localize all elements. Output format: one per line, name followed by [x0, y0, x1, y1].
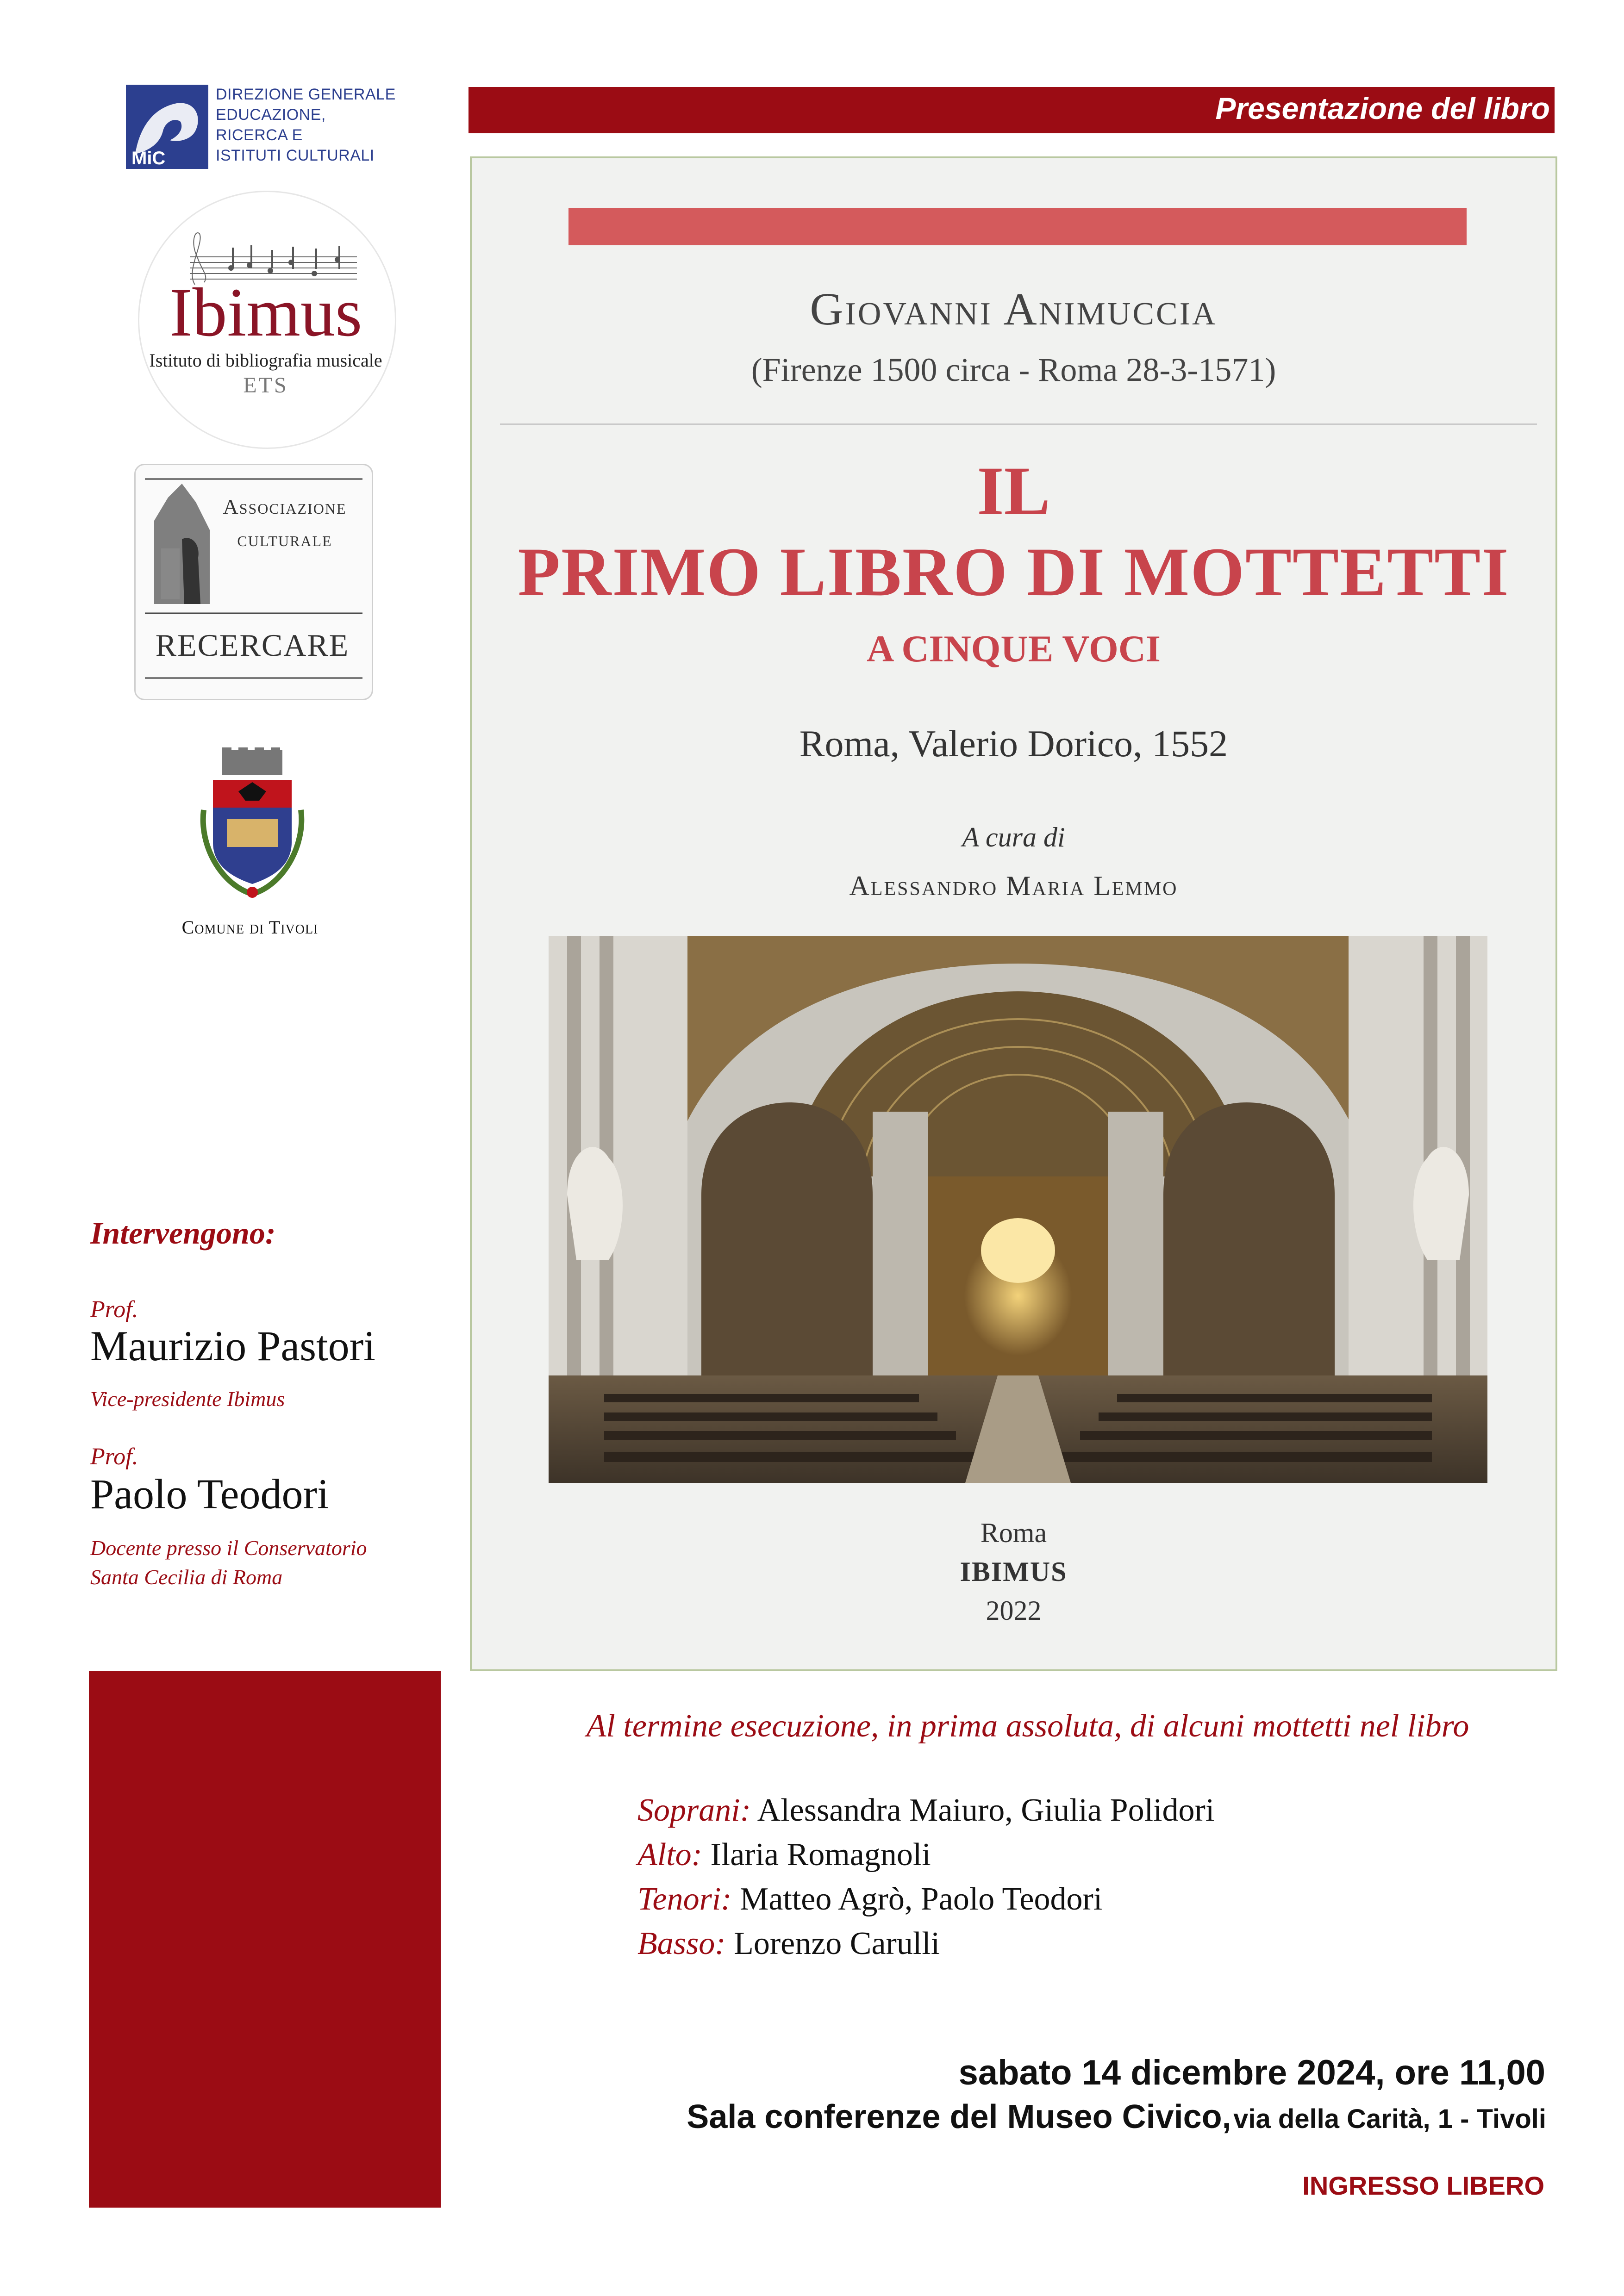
speaker-prefix: Prof.: [90, 1444, 138, 1470]
performer-names: Ilaria Romagnoli: [710, 1837, 931, 1873]
book-title-article: IL: [977, 453, 1050, 529]
speakers-heading: Intervengono:: [90, 1215, 276, 1251]
basilica-interior-image: [549, 936, 1487, 1483]
book-imprint-year: 2022: [986, 1595, 1042, 1626]
book-author-dates: (Firenze 1500 circa - Roma 28-3-1571): [751, 351, 1276, 388]
tivoli-label: Comune di Tivoli: [181, 917, 319, 938]
performer-names: Lorenzo Carulli: [734, 1926, 940, 1961]
book-curated-label: A cura di: [962, 822, 1065, 852]
mic-logo: [126, 85, 208, 169]
admission-note: INGRESSO LIBERO: [1302, 2171, 1544, 2200]
book-imprint-name: IBIMUS: [960, 1556, 1068, 1587]
cover-top-bar: [568, 208, 1467, 245]
ibimus-name: Ibimus: [169, 274, 362, 351]
performer-role: Tenori:: [637, 1881, 732, 1917]
performer-role: Alto:: [637, 1837, 702, 1873]
event-venue: Sala conferenze del Museo Civico,: [687, 2098, 1231, 2135]
book-editor: Alessandro Maria Lemmo: [849, 871, 1178, 901]
book-title: PRIMO LIBRO DI MOTTETTI: [518, 534, 1510, 610]
performer-names: Alessandra Maiuro, Giulia Polidori: [757, 1792, 1215, 1828]
recercare-line1: Associazione: [223, 495, 347, 518]
performance-intro: Al termine esecuzione, in prima assoluta, di alcuni mottetti nel libro: [586, 1708, 1469, 1744]
performer-row: [637, 1792, 1214, 1829]
performer-row: [637, 1836, 931, 1873]
performer-row: [637, 1925, 940, 1962]
mic-text: [216, 84, 410, 166]
speaker-prefix: Prof.: [90, 1296, 138, 1323]
header-title: Presentazione del libro: [1215, 91, 1550, 125]
speaker-role: Santa Cecilia di Roma: [90, 1565, 283, 1589]
speaker-name: Paolo Teodori: [90, 1470, 329, 1518]
performer-row: [637, 1881, 1102, 1918]
mic-text-line: DIREZIONE GENERALE: [216, 86, 396, 103]
recercare-line3: RECERCARE: [155, 628, 350, 663]
book-author: Giovanni Animuccia: [810, 283, 1218, 335]
book-original-publisher: Roma, Valerio Dorico, 1552: [799, 722, 1228, 765]
mic-text-line: EDUCAZIONE,: [216, 106, 326, 124]
recercare-line2: culturale: [237, 527, 332, 551]
event-datetime: sabato 14 dicembre 2024, ore 11,00: [958, 2053, 1545, 2092]
ibimus-subtitle: Istituto di bibliografia musicale: [149, 350, 382, 371]
mic-text-line: RICERCA E: [216, 126, 303, 144]
performer-role: Basso:: [637, 1926, 726, 1961]
cover-divider: [500, 423, 1537, 425]
ibimus-ets: ETS: [243, 373, 288, 398]
decorative-red-block: [89, 1671, 441, 2208]
speaker-name: Maurizio Pastori: [90, 1322, 375, 1369]
speaker-role: Docente presso il Conservatorio: [90, 1536, 367, 1560]
book-subtitle: A CINQUE VOCI: [867, 628, 1161, 670]
event-address: via della Carità, 1 - Tivoli: [1233, 2104, 1546, 2134]
performer-role: Soprani:: [637, 1792, 751, 1828]
tivoli-coat-of-arms: [194, 745, 310, 902]
svg-text:MiC: MiC: [131, 148, 166, 168]
performer-names: Matteo Agrò, Paolo Teodori: [740, 1881, 1103, 1917]
book-imprint-city: Roma: [980, 1518, 1047, 1548]
event-venue-line: [687, 2098, 1546, 2136]
speaker-role: Vice-presidente Ibimus: [90, 1387, 285, 1411]
mic-text-line: ISTITUTI CULTURALI: [216, 147, 375, 164]
